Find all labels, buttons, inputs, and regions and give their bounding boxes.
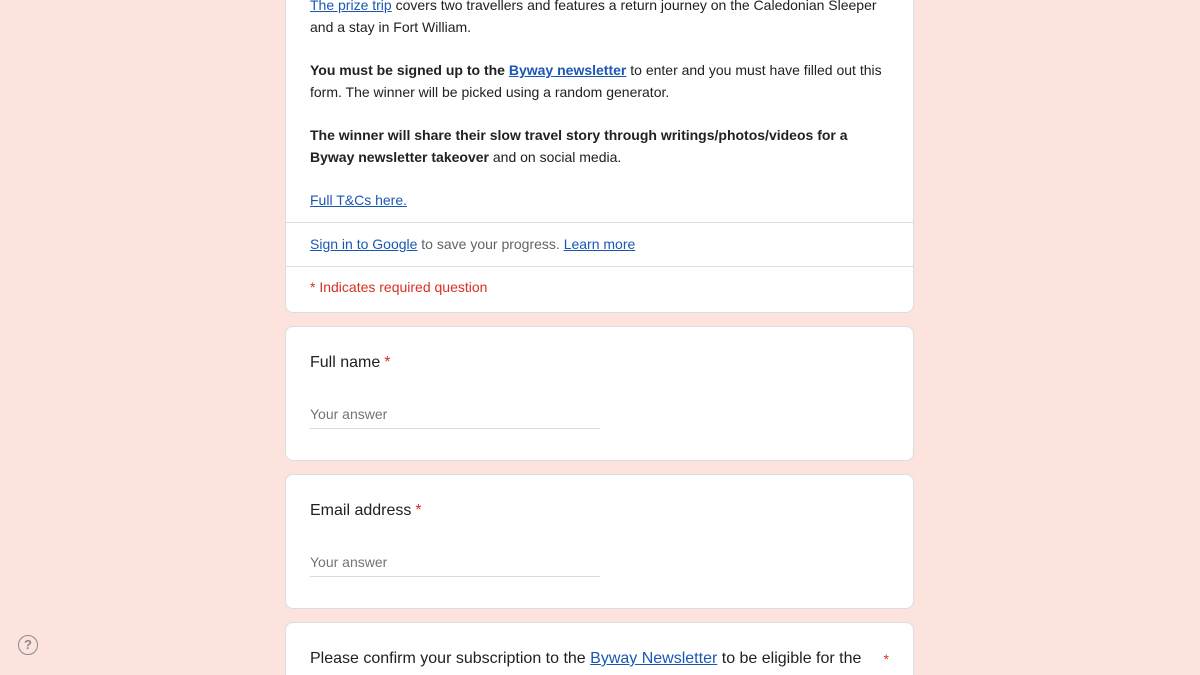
question-title: Please confirm your subscription to the Byway Newsletter to be eligible for the — [310, 650, 862, 667]
form-description-card — [285, 0, 914, 313]
sign-in-bar: Sign in to Google to save your progress. Learn more — [286, 222, 913, 266]
question-title: Email address * — [310, 502, 422, 519]
description-paragraph: The winner will share their slow travel story through writings/photos/videos for a Byway newsletter takeover and on social media. — [310, 127, 848, 165]
full-name-input[interactable]: Your answer — [310, 406, 600, 429]
question-card-full-name — [285, 326, 914, 461]
question-title: Full name * — [310, 354, 391, 371]
sign-in-link[interactable]: Sign in to Google — [310, 236, 418, 252]
required-star: * — [883, 651, 889, 667]
description-paragraph: The prize trip covers two travellers and features a return journey on the Caledonian Sleeper and a stay in Fort William. — [310, 0, 889, 38]
byway-newsletter-link[interactable]: Byway newsletter — [508, 62, 627, 78]
prize-trip-link[interactable]: The prize trip — [310, 0, 392, 13]
form-description — [286, 0, 913, 222]
required-note: * Indicates required question — [286, 266, 913, 312]
required-star: * — [415, 502, 422, 519]
terms-link[interactable]: Full T&Cs here. — [310, 192, 407, 208]
description-paragraph — [310, 189, 889, 211]
required-star: * — [384, 354, 391, 371]
learn-more-link[interactable]: Learn more — [563, 236, 636, 252]
email-input[interactable]: Your answer — [310, 554, 600, 577]
question-card-email — [285, 474, 914, 609]
help-circle-icon[interactable]: ? — [18, 635, 38, 655]
byway-newsletter-link-2[interactable]: Byway Newsletter — [590, 650, 718, 667]
description-paragraph: You must be signed up to the Byway newsletter to enter and you must have filled out this form. The winner will be picked using a random generator. — [310, 62, 882, 100]
question-card-subscription — [285, 622, 914, 675]
